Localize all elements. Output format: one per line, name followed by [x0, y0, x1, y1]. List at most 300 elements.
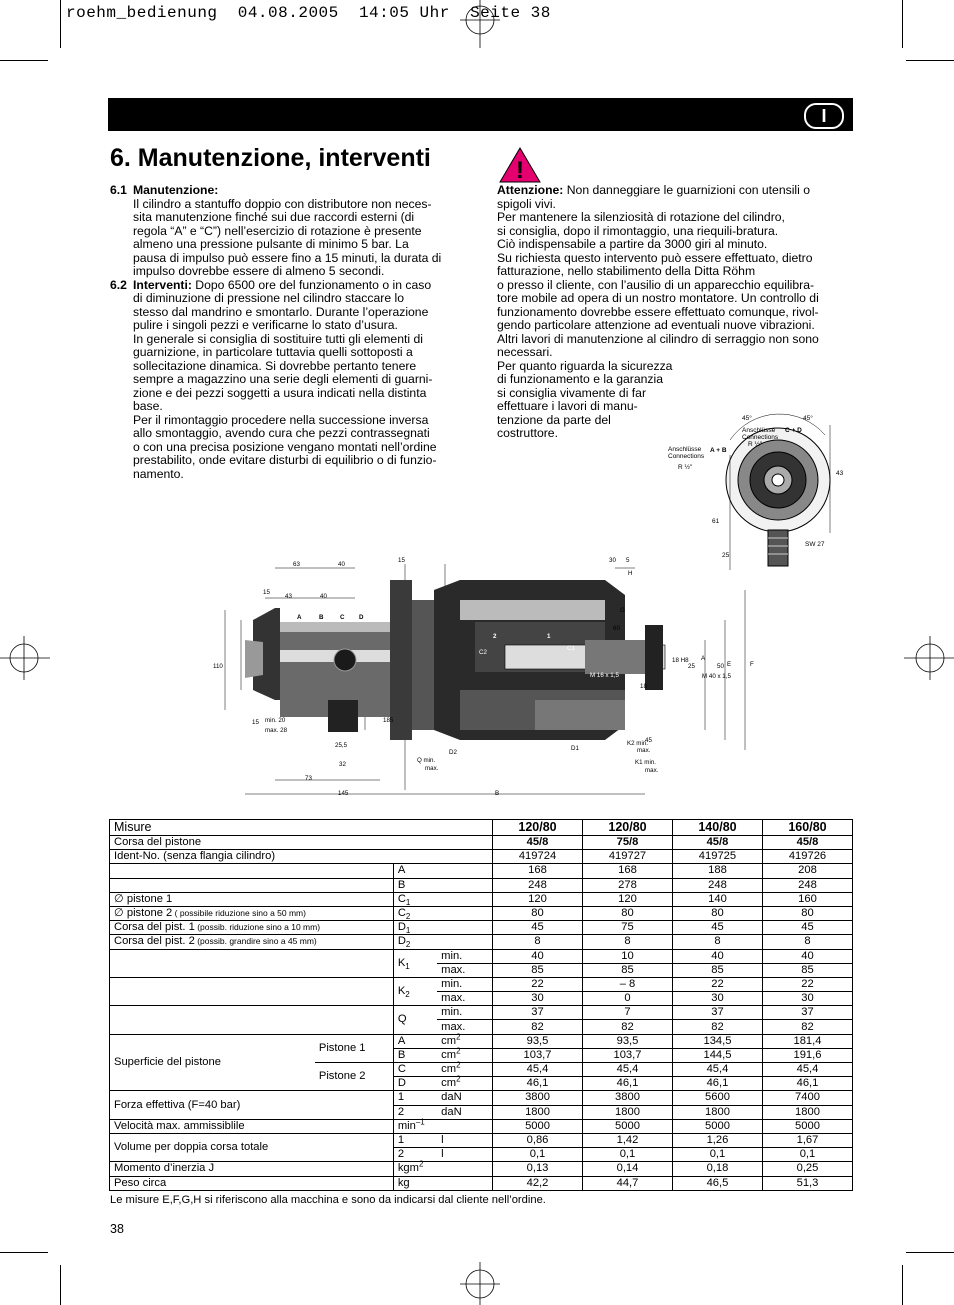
cell-text: 37: [711, 1006, 724, 1019]
cell-text: 1800: [525, 1105, 550, 1118]
cell-text: – 8: [619, 977, 636, 990]
table-cell: [762, 935, 852, 949]
cell-text: l: [441, 1134, 444, 1147]
text-line: effettuare i lavori di manu-: [497, 399, 638, 413]
section-number: 6.1: [110, 183, 127, 197]
table-cell: [672, 921, 762, 935]
text-line: fatturazione, nello stabilimento della Ditta Röhm: [497, 264, 756, 278]
warning-glyph: !: [516, 157, 524, 184]
table-cell: [493, 1176, 583, 1190]
cell-text: 51,3: [796, 1176, 819, 1189]
table-cell: [583, 1176, 673, 1190]
table-row: [110, 864, 853, 878]
text-line: si consiglia vivamente di far: [497, 385, 647, 400]
table-cell: [315, 1034, 393, 1062]
table-cell: [393, 878, 492, 892]
table-cell: [315, 1063, 393, 1091]
table-row: [110, 977, 853, 991]
cell-text: 5000: [525, 1119, 550, 1132]
table-cell: [583, 1148, 673, 1162]
cell-text: 1: [405, 961, 410, 971]
table-cell: [437, 1091, 492, 1105]
table-cell: [583, 850, 673, 864]
cell-text: 46,1: [526, 1077, 549, 1090]
cell-text: C: [397, 1063, 406, 1076]
cell-text: 45/8: [526, 836, 549, 849]
table-cell: [393, 892, 492, 906]
text-line: sita manutenzione finché sui due raccordi esterni (di: [133, 210, 415, 224]
cell-text: daN: [441, 1091, 462, 1104]
cell-text: 188: [708, 864, 727, 877]
cell-text: 46,5: [706, 1176, 729, 1189]
cell-text: 2: [456, 1060, 461, 1070]
table-cell: [493, 977, 583, 991]
print-header: roehm_bedienung 04.08.2005 14:05 Uhr Seite 38: [66, 4, 551, 22]
cell-text: 45,4: [616, 1063, 639, 1076]
text-line: almeno una pressione pulsante di minimo 5 bar. La: [133, 237, 409, 251]
table-cell: [110, 820, 493, 836]
cell-text: 3800: [615, 1091, 640, 1104]
section-bar: [108, 98, 853, 131]
table-cell: [393, 1063, 437, 1077]
dim-label: 18 H8: [672, 657, 689, 664]
table-cell: [672, 1020, 762, 1034]
cell-text: daN: [441, 1105, 462, 1118]
cell-text: 248: [708, 878, 727, 891]
table-cell: [110, 892, 394, 906]
table-cell: [672, 1148, 762, 1162]
text-line: sollecitazione dinamica. Si dovrebbe pertanto tenere: [133, 358, 417, 373]
dim-label: max.: [645, 767, 659, 774]
cell-text: 1,67: [796, 1134, 819, 1147]
dim-label: 45°: [742, 415, 752, 422]
text-line: tenzione da parte del: [497, 412, 611, 427]
table-cell: [110, 1091, 394, 1119]
cell-text: 144,5: [703, 1048, 732, 1061]
table-cell: [672, 1006, 762, 1020]
cell-text: 42,2: [526, 1176, 549, 1189]
table-row: [110, 906, 853, 920]
cell-text: B: [397, 878, 406, 891]
dim-label: R ½": [678, 464, 693, 471]
text-line: Il cilindro a stantuffo doppio con distributore non neces-: [133, 196, 432, 211]
dim-label: R ½": [748, 441, 763, 448]
text-line: Altri lavori di manutenzione al cilindro di serraggio non sono: [497, 331, 819, 346]
table-cell: [393, 1176, 492, 1190]
table-cell: [583, 1020, 673, 1034]
table-cell: [583, 878, 673, 892]
table-cell: [672, 850, 762, 864]
table-cell: [493, 820, 583, 836]
cell-text: Velocità max. ammissiblile: [114, 1119, 245, 1132]
table-cell: [110, 1119, 394, 1133]
specification-table: [109, 819, 853, 1191]
registration-mark-icon: [460, 1262, 500, 1305]
table-cell: [672, 1105, 762, 1119]
cell-text: 45,4: [796, 1063, 819, 1076]
dim-label: C + D: [785, 427, 802, 434]
table-cell: [672, 977, 762, 991]
cell-text: 75: [621, 921, 634, 934]
table-cell: [393, 1148, 437, 1162]
cell-text: (possib. riduzione sino a 10 mm): [194, 922, 321, 933]
crop-mark: [60, 0, 61, 48]
cell-text: 40: [531, 949, 544, 962]
cell-text: 0: [624, 992, 631, 1005]
table-cell: [583, 935, 673, 949]
table-cell: [672, 1048, 762, 1062]
text-line: funzionamento dovrebbe essere effettuato comunque, rivol-: [497, 304, 819, 319]
table-cell: [762, 836, 852, 850]
dim-label: 25: [688, 663, 695, 670]
table-cell: [437, 1105, 492, 1119]
dim-label: 40: [320, 593, 327, 600]
cell-text: 85: [531, 963, 544, 976]
cell-text: max.: [441, 1020, 466, 1033]
cell-text: 40: [801, 949, 814, 962]
dim-label: 30: [609, 557, 616, 564]
text-line: o presso il cliente, con l’ausilio di un apparecchio equilibra-: [497, 277, 815, 292]
text-line: prestabilito, onde evitare disturbi di equilibrio o di funzio-: [133, 453, 437, 467]
cell-text: A: [397, 864, 406, 877]
table-cell: [437, 977, 492, 991]
cell-text: 2: [456, 1046, 461, 1056]
table-cell: [493, 1006, 583, 1020]
text-line: o con una precisa posizione vengano montati nell’ordine: [133, 439, 437, 454]
text-line: tore mobile ad opera di un nostro montatore. Un controllo di: [497, 291, 819, 305]
table-cell: [493, 1048, 583, 1062]
table-cell: [493, 1091, 583, 1105]
dim-label: 185: [383, 717, 394, 724]
cell-text: 7: [624, 1006, 631, 1019]
table-cell: [672, 1063, 762, 1077]
cell-text: 75/8: [616, 836, 639, 849]
cell-text: 46,1: [796, 1077, 819, 1090]
dim-label: max.: [637, 747, 651, 754]
cell-text: Momento d’inerzia J: [114, 1162, 215, 1175]
table-cell: [762, 1006, 852, 1020]
table-cell: [437, 1031, 492, 1048]
column-header: 140/80: [698, 820, 737, 834]
cell-text: B: [397, 1048, 406, 1061]
table-cell: [437, 1006, 492, 1020]
cell-text: max.: [441, 963, 466, 976]
dim-label: 2: [493, 633, 497, 640]
table-cell: [762, 1077, 852, 1091]
cell-text: 85: [711, 963, 724, 976]
table-cell: [672, 949, 762, 963]
cell-text: 82: [801, 1020, 814, 1033]
text-line: Per il rimontaggio procedere nella successione inversa: [133, 412, 429, 427]
table-cell: [762, 1091, 852, 1105]
text-line: gendo particolare attenzione ad eventuali nuove vibrazioni.: [497, 318, 815, 332]
table-cell: [110, 836, 493, 850]
dim-label: C1: [567, 645, 575, 652]
table-cell: [493, 864, 583, 878]
cell-text: K: [397, 985, 406, 998]
cell-text: 134,5: [703, 1034, 732, 1047]
dim-label: K1 min.: [635, 759, 656, 766]
cell-text: 8: [534, 935, 541, 948]
dim-label: 145: [338, 790, 349, 797]
cell-text: 8: [714, 935, 721, 948]
cell-text: 22: [801, 977, 814, 990]
dim-label: 43: [285, 593, 292, 600]
cell-text: 85: [621, 963, 634, 976]
text-line: spigoli vivi.: [497, 196, 556, 211]
column-header: 120/80: [608, 820, 647, 834]
dim-label: 32: [339, 761, 346, 768]
table-cell: [493, 1148, 583, 1162]
dim-label: Anschlüsse: [668, 446, 702, 453]
table-cell: [493, 1077, 583, 1091]
cell-text: 0,13: [526, 1162, 549, 1175]
dim-label: Connections: [742, 434, 779, 441]
cell-text: 45: [531, 921, 544, 934]
dim-label: 40: [338, 561, 345, 568]
table-cell: [583, 864, 673, 878]
table-cell: [762, 1034, 852, 1048]
cell-text: 181,4: [793, 1034, 822, 1047]
cell-text: 0,1: [619, 1148, 636, 1161]
cell-text: 2: [456, 1074, 461, 1084]
cell-text: Forza effettiva (F=40 bar): [114, 1098, 241, 1111]
text-line: namento.: [133, 466, 184, 481]
table-row: [110, 921, 853, 935]
dim-label: B: [495, 790, 500, 797]
table-cell: [583, 1006, 673, 1020]
table-cell: [493, 1162, 583, 1176]
crop-mark: [0, 1252, 48, 1253]
cell-text: 93,5: [526, 1034, 549, 1047]
cell-text: ∅ pistone 1: [114, 892, 173, 905]
cell-text: cm: [441, 1034, 457, 1047]
table-cell: [672, 892, 762, 906]
text-line: allo smontaggio, avendo cura che pezzi contrassegnati: [133, 426, 430, 440]
cell-text: Pistone 1: [318, 1041, 366, 1054]
table-cell: [437, 1060, 492, 1077]
table-cell: [583, 1077, 673, 1091]
dim-label: C: [340, 614, 345, 621]
cell-text: 37: [801, 1006, 814, 1019]
table-cell: [393, 1133, 437, 1147]
cell-text: A: [397, 1034, 406, 1047]
cell-text: l: [441, 1148, 444, 1161]
table-row: [110, 1162, 853, 1176]
table-cell: [672, 820, 762, 836]
footnote: Le misure E,F,G,H si riferiscono alla macchina e sono da indicarsi dal cliente nell’ordine.: [110, 1194, 546, 1206]
table-cell: [110, 864, 394, 878]
cell-text: 45,4: [526, 1063, 549, 1076]
dim-label: 18: [640, 683, 647, 690]
crop-mark: [60, 1265, 61, 1305]
table-cell: [493, 906, 583, 920]
table-cell: [110, 977, 394, 1005]
section-heading: Interventi:: [133, 277, 192, 292]
table-cell: [110, 906, 394, 920]
dim-label: H: [628, 570, 633, 577]
cell-text: 82: [621, 1020, 634, 1033]
dim-label: 5: [626, 557, 630, 564]
column-header: 160/80: [788, 820, 827, 834]
table-cell: [672, 864, 762, 878]
cell-text: 120: [618, 892, 637, 905]
table-row: [110, 1133, 853, 1147]
cell-text: 2: [397, 1105, 405, 1118]
dim-label: SW 27: [805, 541, 825, 548]
text-line: base.: [133, 399, 163, 413]
cell-text: C: [397, 907, 406, 920]
text-line: Su richiesta questo intervento può essere effettuato, dietro: [497, 250, 813, 265]
dim-label: D: [359, 614, 364, 621]
cell-text: 45,4: [706, 1063, 729, 1076]
cell-text: 2: [397, 1148, 405, 1161]
table-cell: [393, 977, 437, 1005]
table-row: [110, 878, 853, 892]
table-cell: [110, 1034, 315, 1091]
cell-text: 22: [711, 977, 724, 990]
table-cell: [437, 963, 492, 977]
table-row: [110, 1176, 853, 1190]
cell-text: 1: [397, 1091, 405, 1104]
dim-label: 15: [398, 557, 405, 564]
dim-label: max.: [425, 765, 439, 772]
cell-text: 8: [804, 935, 811, 948]
cell-text: 2: [456, 1031, 461, 1041]
cell-text: 85: [801, 963, 814, 976]
table-cell: [762, 878, 852, 892]
table-cell: [583, 820, 673, 836]
table-cell: [583, 1048, 673, 1062]
cell-text: 30: [801, 992, 814, 1005]
text-line: stesso dal mandrino e smontarlo. Durante l’operazione: [133, 304, 429, 319]
text-line: Per quanto riguarda la sicurezza: [497, 358, 673, 373]
table-cell: [583, 1063, 673, 1077]
table-cell: [672, 836, 762, 850]
table-row: [110, 820, 853, 836]
table-cell: [110, 1133, 394, 1161]
cell-text: min.: [441, 1006, 463, 1019]
cell-text: 140: [708, 892, 727, 905]
dim-label: C2: [479, 649, 487, 656]
text-line: regola “A” e “C”) nell’esercizio di rotazione è presente: [133, 223, 422, 238]
cell-text: 0,1: [709, 1148, 726, 1161]
cell-text: 191,6: [793, 1048, 822, 1061]
section-number: 6.2: [110, 277, 127, 292]
cell-text: 22: [531, 977, 544, 990]
table-cell: [762, 921, 852, 935]
text-line: zione e dei pezzi soggetti a usura indicati nella distinta: [133, 385, 427, 400]
cell-text: Corsa del pist. 1: [114, 921, 195, 934]
cell-text: 45: [711, 921, 724, 934]
table-cell: [583, 949, 673, 963]
attention-text: Non danneggiare le guarnizioni con utensili o: [563, 183, 810, 197]
table-cell: [110, 935, 394, 949]
crop-mark: [902, 1265, 903, 1305]
table-cell: [110, 878, 394, 892]
text-line: impulso dovrebbe essere di almeno 5 secondi.: [133, 264, 385, 278]
table-cell: [493, 878, 583, 892]
cell-text: 5000: [705, 1119, 730, 1132]
table-cell: [110, 921, 394, 935]
cell-text: 46,1: [616, 1077, 639, 1090]
cell-text: 46,1: [706, 1077, 729, 1090]
dim-label: 15: [263, 589, 270, 596]
cell-text: ∅ pistone 2: [114, 907, 173, 920]
dim-label: Anschlüsse: [742, 427, 776, 434]
table-cell: [762, 1176, 852, 1190]
dim-label: A + B: [710, 447, 727, 454]
section-body: [133, 198, 460, 279]
cell-text: 168: [528, 864, 547, 877]
cell-text: 419727: [608, 850, 647, 863]
cell-text: Corsa del pistone: [114, 836, 202, 849]
table-cell: [762, 1048, 852, 1062]
text-line: di diminuzione di pressione nel cilindro staccare lo: [133, 291, 404, 305]
table-cell: [393, 1048, 437, 1062]
table-cell: [762, 892, 852, 906]
cell-text: 0,18: [706, 1162, 729, 1175]
cell-text: 208: [798, 864, 817, 877]
table-cell: [393, 864, 492, 878]
dim-label: B: [319, 614, 324, 621]
left-column: [110, 184, 460, 481]
dim-label: K2 min.: [627, 740, 648, 747]
table-cell: [762, 1020, 852, 1034]
cell-text: Q: [397, 1013, 407, 1026]
crop-mark: [902, 0, 903, 48]
table-row: [110, 1119, 853, 1133]
dim-label: 73: [305, 775, 312, 782]
cell-text: 419725: [698, 850, 737, 863]
cell-text: 103,7: [613, 1048, 642, 1061]
cell-text: C: [397, 892, 406, 905]
cell-text: cm: [441, 1048, 457, 1061]
cell-text: 80: [621, 907, 634, 920]
section-text: Dopo 6500 ore del funzionamento o in caso: [191, 277, 432, 292]
text-line: Ciò indispensabile a partire da 3000 giri al minuto.: [497, 237, 768, 251]
table-cell: [437, 1048, 492, 1062]
dim-label: 45°: [803, 415, 813, 422]
cell-text: 1: [397, 1134, 405, 1147]
cell-text: cm: [441, 1063, 457, 1076]
table-cell: [437, 949, 492, 963]
table-row: [110, 836, 853, 850]
table-cell: [672, 1077, 762, 1091]
table-cell: [583, 992, 673, 1006]
table-cell: [493, 949, 583, 963]
table-cell: [762, 1162, 852, 1176]
table-cell: [493, 836, 583, 850]
cell-text: D: [397, 1077, 406, 1090]
table-cell: [583, 906, 673, 920]
cell-text: 1,26: [706, 1134, 729, 1147]
table-cell: [672, 1176, 762, 1190]
crop-mark: [906, 60, 954, 61]
dim-label: 25,5: [335, 742, 348, 749]
table-cell: [393, 1077, 437, 1091]
text-line: pulire i singoli pezzi e verificarne lo stato d’usura.: [133, 318, 398, 332]
crop-mark: [0, 60, 48, 61]
table-cell: [672, 1034, 762, 1048]
text-line: di funzionamento e la garanzia: [497, 372, 663, 386]
dim-label: 50: [717, 663, 724, 670]
table-cell: [493, 1133, 583, 1147]
cell-text: 80: [711, 907, 724, 920]
cell-text: Corsa del pist. 2: [114, 935, 195, 948]
table-cell: [583, 1162, 673, 1176]
cell-text: ( possibile riduzione sino a 50 mm): [172, 908, 306, 919]
